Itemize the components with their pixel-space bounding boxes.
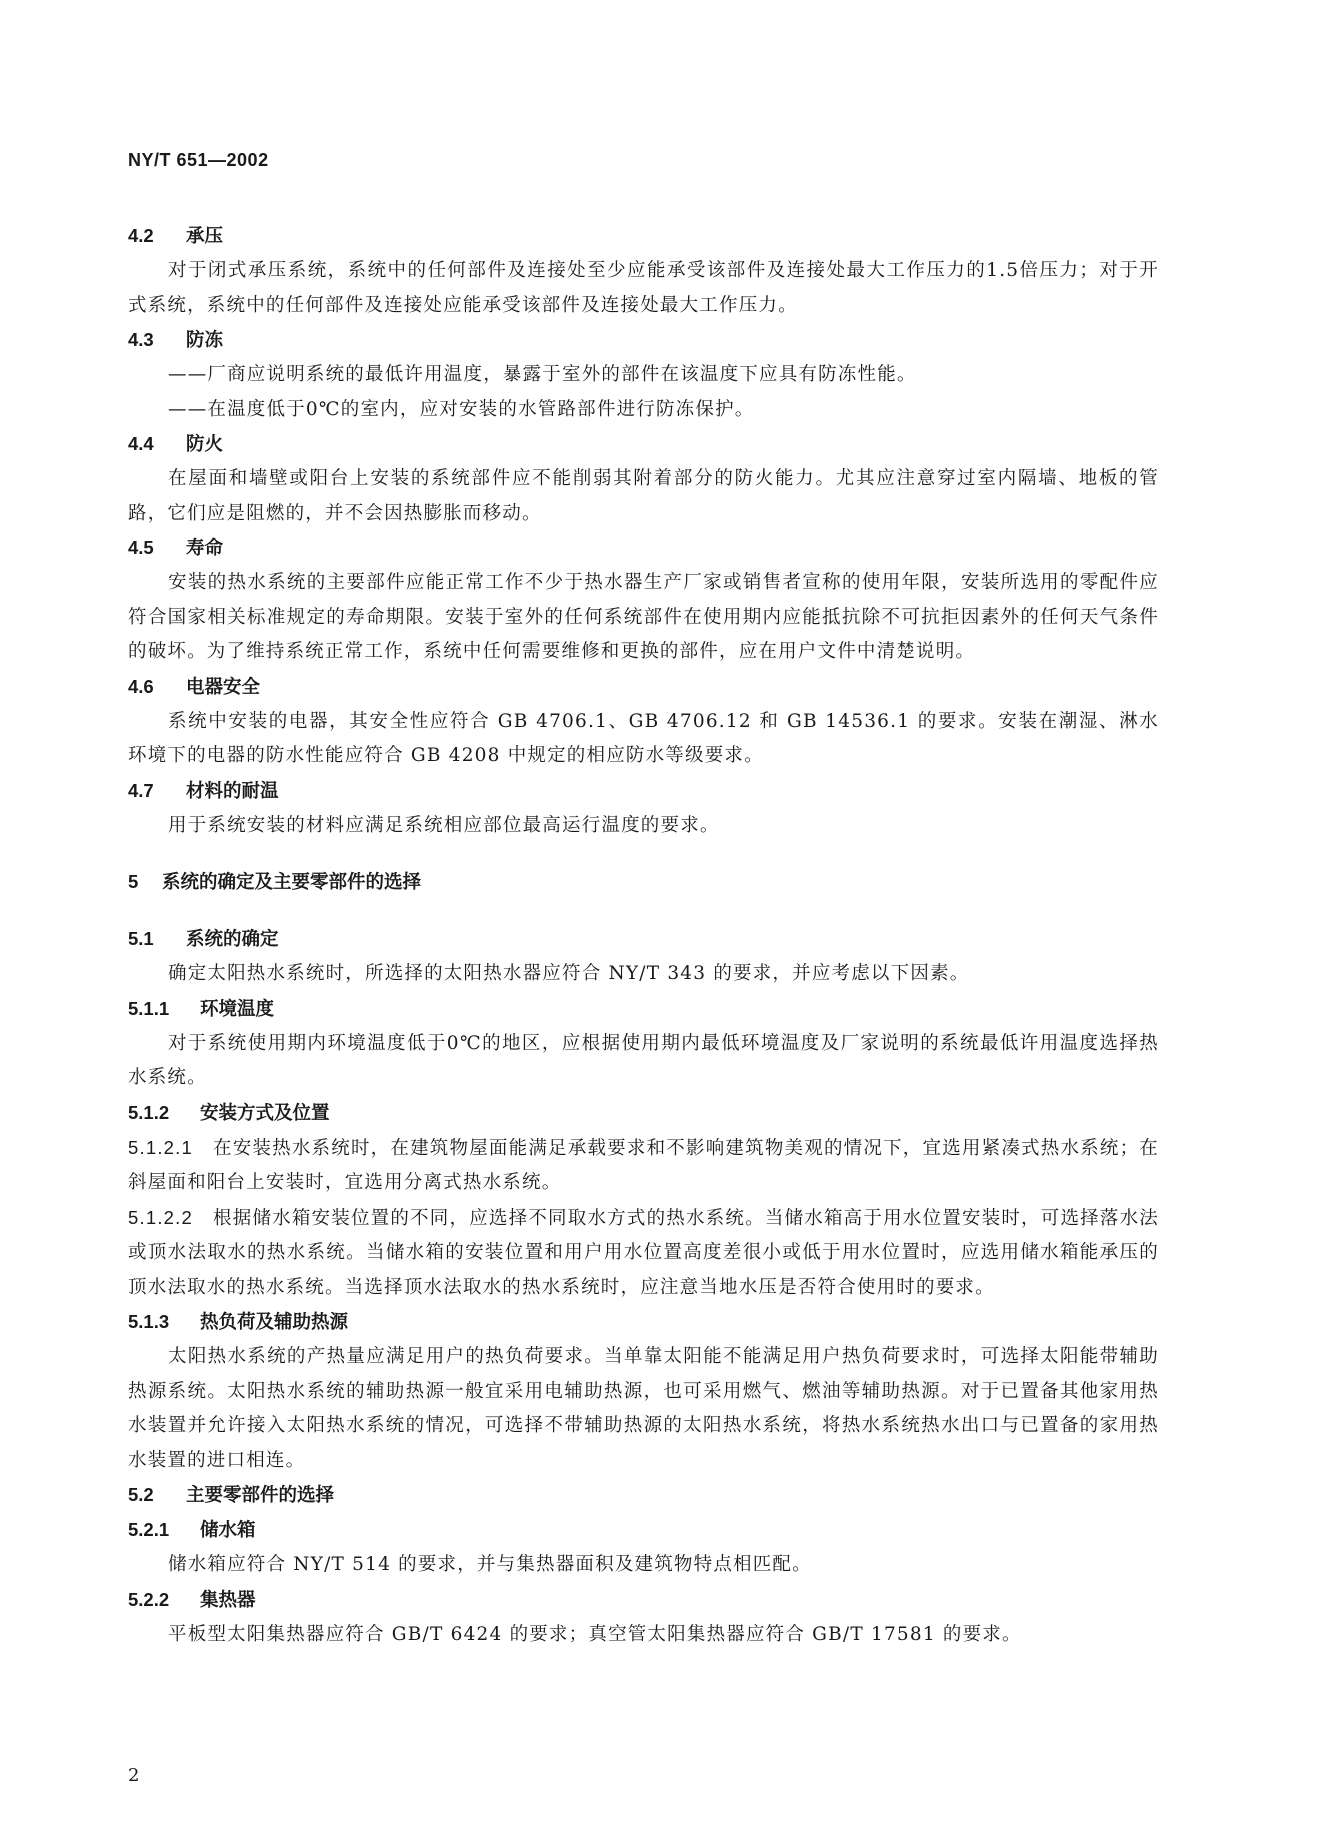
section-heading bbox=[128, 427, 1159, 462]
subsection-heading bbox=[128, 992, 1159, 1027]
section-title: 防火 bbox=[186, 434, 224, 455]
section-heading bbox=[128, 1478, 1159, 1513]
subsection-heading bbox=[128, 1305, 1159, 1340]
section-number: 4.7 bbox=[128, 779, 154, 801]
section-title: 集热器 bbox=[200, 1589, 256, 1611]
subsection-heading bbox=[128, 1096, 1159, 1131]
paragraph: 对于闭式承压系统，系统中的任何部件及连接处至少应能承受该部件及连接处最大工作压力的1.5倍压力；对于开式系统，系统中的任何部件及连接处应能承受该部件及连接处最大工作压力。 bbox=[128, 260, 1159, 316]
section-title: 材料的耐温 bbox=[186, 780, 279, 802]
page-number: 2 bbox=[128, 1765, 140, 1786]
section-title: 防冻 bbox=[186, 330, 224, 351]
section-number: 5.1.3 bbox=[128, 1311, 170, 1332]
clause-number: 5.1.2.1 bbox=[128, 1136, 193, 1158]
paragraph: 用于系统安装的材料应满足系统相应部位最高运行温度的要求。 bbox=[168, 814, 720, 836]
section-title: 环境温度 bbox=[200, 998, 275, 1020]
section-heading bbox=[128, 219, 1159, 254]
paragraph: 对于系统使用期内环境温度低于0℃的地区，应根据使用期内最低环境温度及厂家说明的系统最低许用温度选择热水系统。 bbox=[128, 1032, 1159, 1088]
paragraph: 确定太阳热水系统时，所选择的太阳热水器应符合 NY/T 343 的要求，并应考虑以下因素。 bbox=[168, 963, 970, 984]
section-number: 4.5 bbox=[128, 537, 154, 558]
clause-paragraph bbox=[128, 1201, 1159, 1306]
section-title: 热负荷及辅助热源 bbox=[200, 1312, 349, 1333]
paragraph: 平板型太阳集热器应符合 GB/T 6424 的要求；真空管太阳集热器应符合 GB/T 17581 的要求。 bbox=[168, 1623, 1022, 1645]
section-number: 5.2.1 bbox=[128, 1519, 170, 1540]
clause-text: 根据储水箱安装位置的不同，应选择不同取水方式的热水系统。当储水箱高于用水位置安装时，可选择落水法或顶水法取水的热水系统。当储水箱的安装位置和用户用水位置高度差很小或低于用水位置时，应选用储水箱能承压的顶水法取水的热水系统。当选择顶水法取水的热水系统时，应注意当地水压是否符合使用时的要求。 bbox=[128, 1207, 1159, 1298]
section-list bbox=[128, 219, 1159, 1652]
section-heading bbox=[128, 670, 1159, 705]
clause-text: 在安装热水系统时，在建筑物屋面能满足承载要求和不影响建筑物美观的情况下，宜选用紧凑式热水系统；在斜屋面和阳台上安装时，宜选用分离式热水系统。 bbox=[128, 1137, 1159, 1193]
clause-number: 5.1.2.2 bbox=[128, 1206, 193, 1228]
paragraph: 系统中安装的电器，其安全性应符合 GB 4706.1、GB 4706.12 和 GB 14536.1 的要求。安装在潮湿、淋水环境下的电器的防水性能应符合 GB 4208 中规定的相应防水等级要求。 bbox=[128, 710, 1159, 766]
section-number: 5.2.2 bbox=[128, 1588, 170, 1610]
section-heading bbox=[128, 531, 1159, 566]
section-heading bbox=[128, 774, 1159, 809]
section-title: 承压 bbox=[186, 226, 224, 247]
section-title: 电器安全 bbox=[186, 676, 261, 698]
section-number: 4.4 bbox=[128, 433, 154, 454]
chapter-heading bbox=[128, 865, 1159, 900]
clause-paragraph bbox=[128, 1131, 1159, 1201]
paragraph: 安装的热水系统的主要部件应能正常工作不少于热水器生产厂家或销售者宣称的使用年限，安装所选用的零配件应符合国家相关标准规定的寿命期限。安装于室外的任何系统部件在使用期内应能抵抗除不可抗拒因素外的任何天气条件的破坏。为了维持系统正常工作，系统中任何需要维修和更换的部件，应在用户文件中清楚说明。 bbox=[128, 572, 1159, 662]
paragraph: 在屋面和墙壁或阳台上安装的系统部件应不能削弱其附着部分的防火能力。尤其应注意穿过室内隔墙、地板的管路，它们应是阻燃的，并不会因热膨胀而移动。 bbox=[128, 468, 1159, 524]
subsection-heading bbox=[128, 1583, 1159, 1618]
list-item: ——厂商应说明系统的最低许用温度，暴露于室外的部件在该温度下应具有防冻性能。 bbox=[168, 364, 917, 385]
section-heading bbox=[128, 323, 1159, 358]
section-number: 5.1 bbox=[128, 928, 154, 949]
section-number: 5.1.2 bbox=[128, 1101, 170, 1123]
section-number: 4.2 bbox=[128, 225, 154, 246]
paragraph: 储水箱应符合 NY/T 514 的要求，并与集热器面积及建筑物特点相匹配。 bbox=[168, 1554, 812, 1575]
document-code: NY/T 651—2002 bbox=[128, 150, 269, 170]
section-title: 寿命 bbox=[186, 538, 224, 559]
section-title: 系统的确定 bbox=[186, 929, 279, 950]
section-title: 主要零部件的选择 bbox=[186, 1485, 335, 1506]
section-heading bbox=[128, 922, 1159, 957]
section-number: 5.2 bbox=[128, 1484, 154, 1505]
chapter-title: 系统的确定及主要零部件的选择 bbox=[162, 872, 422, 893]
paragraph: 太阳热水系统的产热量应满足用户的热负荷要求。当单靠太阳能不能满足用户热负荷要求时，可选择太阳能带辅助热源系统。太阳热水系统的辅助热源一般宜采用电辅助热源，也可采用燃气、燃油等辅助热源。对于已置备其他家用热水装置并允许接入太阳热水系统的情况，可选择不带辅助热源的太阳热水系统，将热水系统热水出口与已置备的家用热水装置的进口相连。 bbox=[128, 1346, 1159, 1471]
chapter-number: 5 bbox=[128, 871, 139, 892]
section-number: 5.1.1 bbox=[128, 997, 170, 1019]
section-number: 4.3 bbox=[128, 329, 154, 350]
section-title: 储水箱 bbox=[200, 1520, 256, 1541]
list-item: ——在温度低于0℃的室内，应对安装的水管路部件进行防冻保护。 bbox=[168, 398, 755, 420]
section-title: 安装方式及位置 bbox=[200, 1102, 330, 1124]
section-number: 4.6 bbox=[128, 675, 154, 697]
subsection-heading bbox=[128, 1513, 1159, 1548]
